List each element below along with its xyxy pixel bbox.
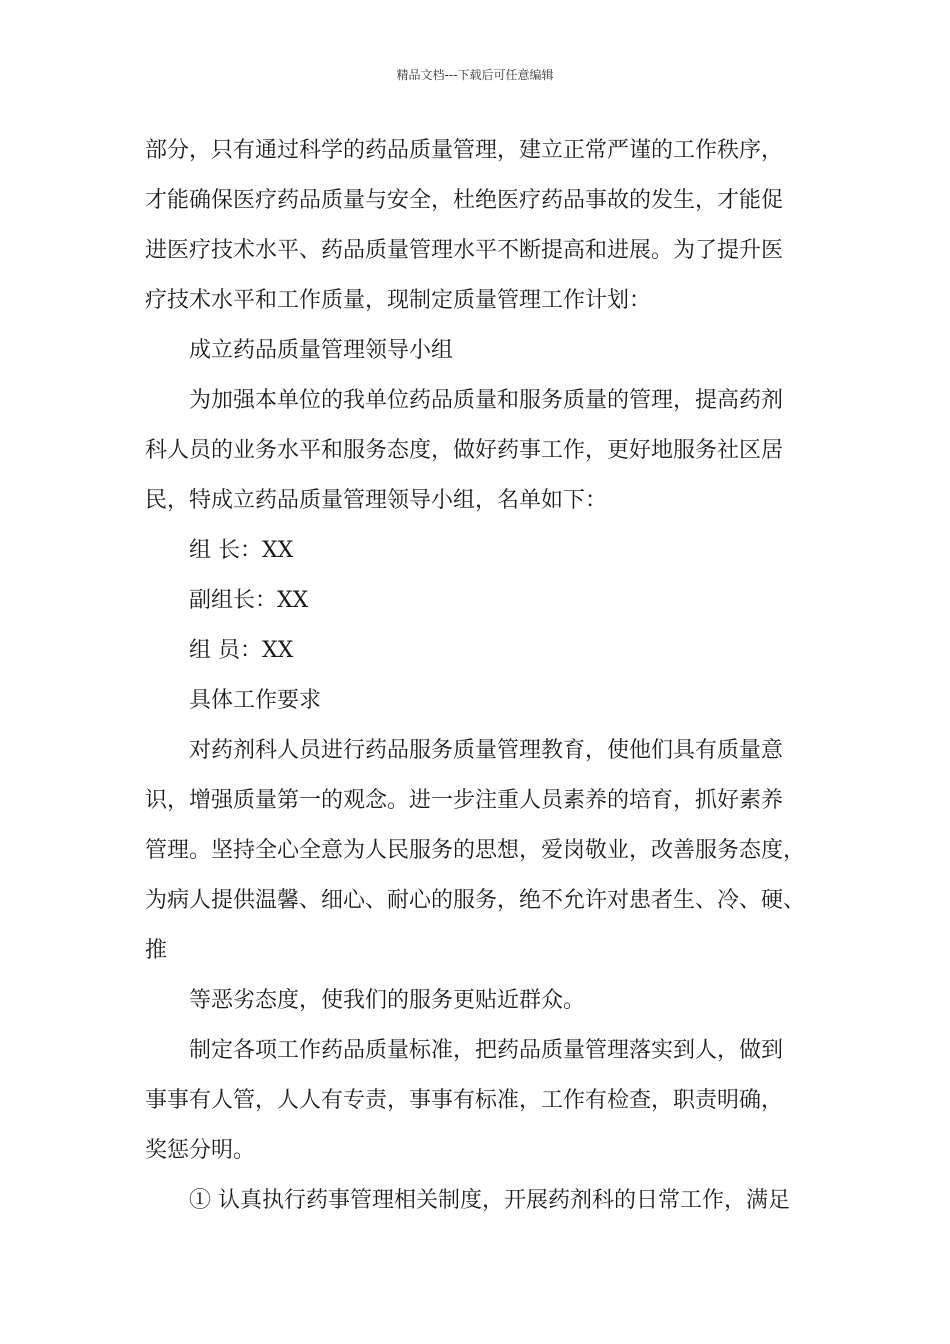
document-body bbox=[145, 126, 825, 1226]
body-line: 进医疗技术水平、药品质量管理水平不断提高和进展。为了提升医 bbox=[145, 238, 784, 263]
body-line: 对药剂科人员进行药品服务质量管理教育，使他们具有质量意 bbox=[189, 738, 784, 763]
body-line: 识，增强质量第一的观念。进一步注重人员素养的培育，抓好素养 bbox=[145, 788, 784, 813]
section-heading: 具体工作要求 bbox=[189, 688, 322, 713]
body-line: 管理。坚持全心全意为人民服务的思想，爱岗敬业，改善服务态度， bbox=[145, 838, 806, 863]
section-heading: 成立药品质量管理领导小组 bbox=[189, 338, 454, 363]
member-staff: 组 员：XX bbox=[189, 638, 294, 663]
body-line: 推 bbox=[145, 938, 168, 963]
page-header: 精品文档---下载后可任意编辑 bbox=[396, 68, 554, 82]
member-deputy: 副组长：XX bbox=[189, 588, 309, 613]
body-line: 事事有人管，人人有专责，事事有标准，工作有检查，职责明确， bbox=[145, 1088, 784, 1113]
body-line: 民，特成立药品质量管理领导小组，名单如下： bbox=[145, 488, 608, 513]
body-line: 制定各项工作药品质量标准，把药品质量管理落实到人，做到 bbox=[189, 1038, 784, 1063]
body-line: 为病人提供温馨、细心、耐心的服务，绝不允许对患者生、冷、硬、 bbox=[145, 888, 806, 913]
body-line: 部分，只有通过科学的药品质量管理，建立正常严谨的工作秩序， bbox=[145, 138, 784, 163]
body-line: 等恶劣态度，使我们的服务更贴近群众。 bbox=[189, 988, 586, 1013]
body-line: 才能确保医疗药品质量与安全，杜绝医疗药品事故的发生，才能促 bbox=[145, 188, 784, 213]
body-line: 为加强本单位的我单位药品质量和服务质量的管理，提高药剂 bbox=[189, 388, 784, 413]
numbered-item: ① 认真执行药事管理相关制度，开展药剂科的日常工作，满足 bbox=[189, 1188, 790, 1213]
body-line: 奖惩分明。 bbox=[145, 1138, 256, 1163]
body-line: 科人员的业务水平和服务态度，做好药事工作，更好地服务社区居 bbox=[145, 438, 784, 463]
member-leader: 组 长：XX bbox=[189, 538, 294, 563]
body-line: 疗技术水平和工作质量，现制定质量管理工作计划： bbox=[145, 288, 652, 313]
